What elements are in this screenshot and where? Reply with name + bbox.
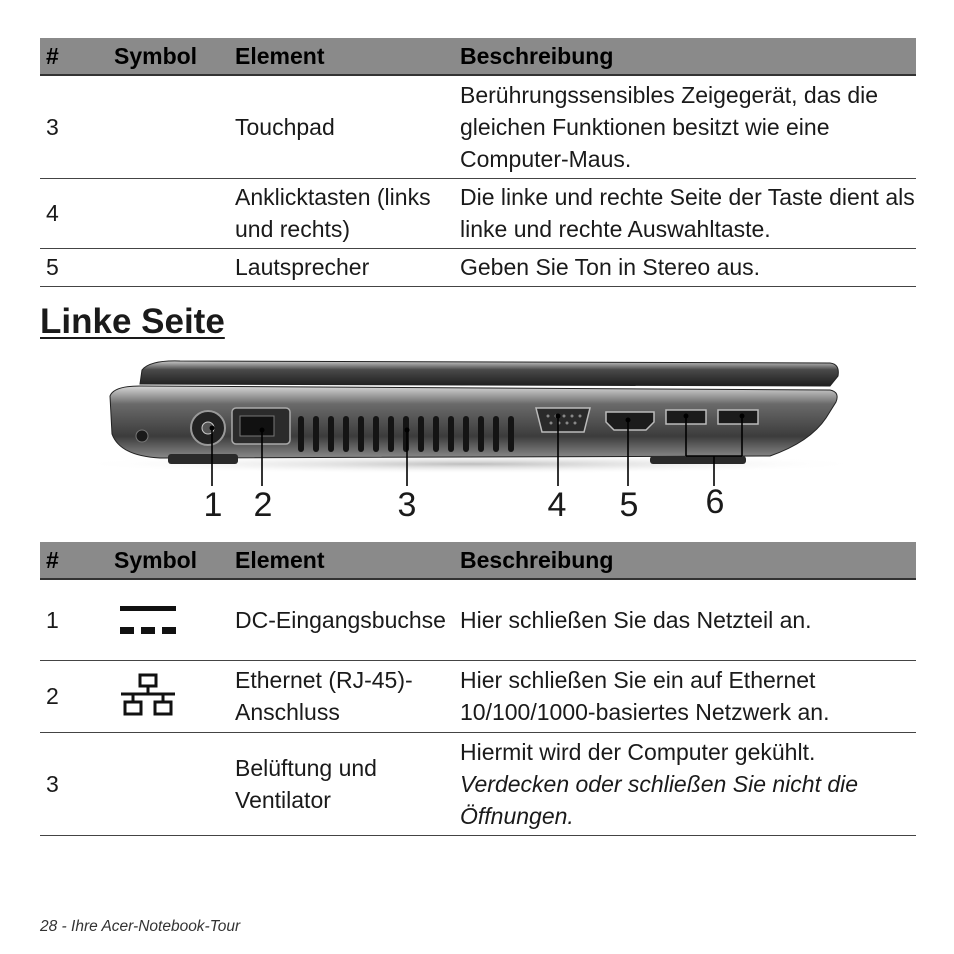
header-description: Beschreibung [454,542,916,579]
callout-1: 1 [203,486,223,524]
row-symbol [108,248,229,286]
callout-2: 2 [253,486,273,524]
table-row [40,178,916,248]
row-number: 1 [40,579,108,660]
warning-note: Verdecken oder schließen Sie nicht die Öffnungen. [460,770,859,829]
row-element: Ethernet (RJ-45)-Anschluss [229,660,454,732]
row-symbol [108,660,229,732]
callout-3: 3 [397,486,417,524]
row-number: 5 [40,248,108,286]
header-element: Element [229,38,454,75]
table-row [40,579,916,660]
row-description: Hier schließen Sie das Netzteil an. [454,579,916,660]
table-row [40,732,916,835]
header-number: # [40,542,108,579]
row-description [454,732,916,835]
header-symbol: Symbol [108,38,229,75]
row-description: Berührungssensibles Zeigegerät, das die gleichen Funktionen besitzt wie eine Computer-Maus. [454,75,916,178]
row-element: Lautsprecher [229,248,454,286]
callout-5: 5 [619,486,639,524]
row-symbol [108,75,229,178]
row-element: Anklicktasten (links und rechts) [229,178,454,248]
table-row [40,660,916,732]
row-symbol [108,178,229,248]
table-row [40,75,916,178]
row-element: DC-Eingangsbuchse [229,579,454,660]
row-description: Die linke und rechte Seite der Taste dient als linke und rechte Auswahltaste. [454,178,916,248]
table-row [40,248,916,286]
callout-4: 4 [547,486,567,524]
header-element: Element [229,542,454,579]
callout-6: 6 [705,483,725,521]
header-description: Beschreibung [454,38,916,75]
table-header-row [40,38,916,75]
header-number: # [40,38,108,75]
table-header-row [40,542,916,579]
row-element: Belüftung und Ventilator [229,732,454,835]
row-description: Geben Sie Ton in Stereo aus. [454,248,916,286]
row-symbol [108,579,229,660]
row-description: Hier schließen Sie ein auf Ethernet 10/100/1000-basiertes Netzwerk an. [454,660,916,732]
component-table-top [40,38,916,287]
network-icon [118,672,178,720]
component-table-left-side [40,542,916,836]
laptop-left-side-illustration [70,352,870,532]
header-symbol: Symbol [108,542,229,579]
row-number: 2 [40,660,108,732]
row-number: 4 [40,178,108,248]
description-text: Hiermit wird der Computer gekühlt. [460,738,816,765]
row-number: 3 [40,732,108,835]
section-title: Linke Seite [40,302,225,341]
row-number: 3 [40,75,108,178]
row-element: Touchpad [229,75,454,178]
dc-power-icon [118,600,178,640]
row-symbol [108,732,229,835]
page-footer: 28 - Ihre Acer-Notebook-Tour [40,918,241,935]
